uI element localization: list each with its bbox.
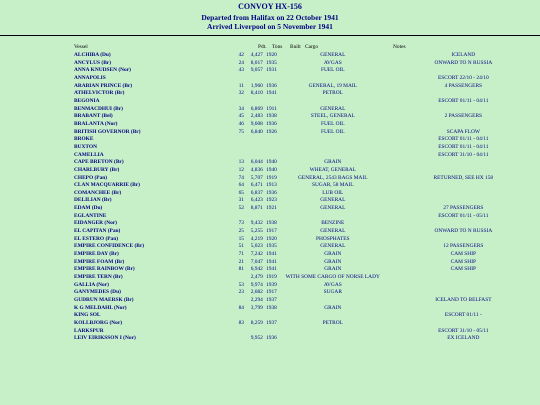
table-row bbox=[0, 297, 540, 305]
cell-notes: ESCORT 22/10 - 24/10 bbox=[438, 74, 489, 81]
cell-cargo: WITH SOME CARGO OF NORSE LADY bbox=[285, 274, 380, 281]
cell-cargo: AVGAS bbox=[323, 59, 342, 66]
cell-tons: 5,023 bbox=[250, 243, 263, 250]
cell-notes bbox=[387, 159, 540, 167]
col-header-tons: Tons bbox=[272, 44, 283, 50]
arrival-line: Arrived Liverpool on 5 November 1941 bbox=[207, 22, 333, 31]
cell-built: 1938 bbox=[266, 220, 277, 227]
table-row bbox=[0, 197, 540, 205]
cell-tons: 8,871 bbox=[250, 205, 263, 212]
cell-vessel: LARKSPUR bbox=[74, 327, 104, 334]
cell-built: 1917 bbox=[266, 228, 277, 235]
cell-tons: 1,960 bbox=[250, 82, 263, 89]
cell-tons: 6,044 bbox=[250, 159, 263, 166]
cell-pdt: 83 bbox=[238, 319, 244, 326]
cell-pdt: 12 bbox=[238, 166, 244, 173]
table-row bbox=[0, 90, 540, 98]
cell-notes bbox=[387, 67, 540, 75]
cell-notes: CAM SHIP bbox=[450, 266, 476, 273]
table-row bbox=[0, 144, 540, 152]
cell-notes: 2 PASSENGERS bbox=[444, 113, 483, 120]
table-row bbox=[0, 320, 540, 328]
cell-notes bbox=[387, 106, 540, 114]
cell-built: 1935 bbox=[266, 243, 277, 250]
cell-pdt: 46 bbox=[238, 120, 244, 127]
cell-pdt bbox=[231, 152, 244, 160]
cell-built: 1941 bbox=[266, 266, 277, 273]
cell-tons: 6,837 bbox=[250, 189, 263, 196]
cell-tons: 4,427 bbox=[250, 52, 263, 58]
table-row bbox=[0, 305, 540, 313]
cell-vessel: GUDRUN MAERSK (Br) bbox=[74, 297, 134, 303]
cell-vessel: EMPIRE DAY (Br) bbox=[74, 251, 119, 258]
cell-tons: 7,242 bbox=[250, 251, 263, 258]
cell-vessel: EGLANTINE bbox=[74, 212, 107, 219]
col-header-built: Built bbox=[290, 44, 301, 50]
cell-cargo: GENERAL, 19 MAIL bbox=[308, 82, 357, 89]
cell-cargo bbox=[279, 328, 387, 336]
cell-vessel: GALLIA (Nor) bbox=[74, 281, 109, 288]
cell-built: 1919 bbox=[266, 174, 277, 181]
cell-pdt bbox=[231, 213, 244, 221]
cell-cargo: GENERAL, 2543 BAGS MAIL bbox=[298, 174, 368, 181]
cell-pdt: 21 bbox=[238, 258, 244, 265]
cell-vessel: CHARLBURY (Br) bbox=[74, 166, 120, 173]
cell-notes: CAM SHIP bbox=[450, 258, 476, 265]
cell-cargo bbox=[279, 213, 387, 221]
cell-notes: ESCORT 01/11 - bbox=[444, 312, 482, 319]
cell-notes: 4 PASSENGERS bbox=[444, 82, 483, 89]
cell-vessel: KING SOL bbox=[74, 312, 101, 319]
table-row bbox=[0, 328, 540, 336]
cell-cargo: SUGAR, 58 MAIL bbox=[312, 182, 354, 189]
cell-built: 1936 bbox=[266, 82, 277, 89]
cell-cargo: FUEL OIL bbox=[320, 67, 345, 74]
cell-built: 1920 bbox=[266, 235, 277, 242]
cell-built bbox=[263, 152, 279, 160]
cell-notes bbox=[387, 274, 540, 282]
cell-vessel: K G MELDAHL (Nor) bbox=[74, 304, 127, 311]
cell-notes: ESCORT 31/10 - 05/11 bbox=[438, 327, 489, 334]
cell-vessel: EIDANGER (Nor) bbox=[74, 220, 117, 227]
table-row bbox=[0, 190, 540, 198]
cell-tons: 9,057 bbox=[250, 67, 263, 74]
cell-built: 1938 bbox=[266, 304, 277, 311]
cell-cargo bbox=[279, 152, 387, 160]
table-row bbox=[0, 113, 540, 121]
cell-pdt: 71 bbox=[238, 251, 244, 258]
cell-vessel: BUXTON bbox=[74, 143, 97, 150]
cell-built: 1937 bbox=[266, 319, 277, 326]
cell-pdt: 51 bbox=[238, 243, 244, 250]
cell-built: 1941 bbox=[266, 251, 277, 258]
table-row bbox=[0, 98, 540, 106]
table-row bbox=[0, 75, 540, 83]
cell-cargo: STEEL, GENERAL bbox=[310, 113, 355, 120]
cell-built bbox=[263, 213, 279, 221]
table-row bbox=[0, 282, 540, 290]
cell-pdt: 43 bbox=[238, 67, 244, 74]
cell-vessel: LEIV EIRIKSSON I (Nor) bbox=[74, 335, 136, 342]
cell-pdt bbox=[231, 328, 244, 336]
cell-tons: 3,799 bbox=[250, 304, 263, 311]
cell-notes: ESCORT 31/10 - 04/11 bbox=[438, 151, 489, 158]
table-row bbox=[0, 129, 540, 137]
cell-cargo: GRAIN bbox=[324, 304, 342, 311]
cell-pdt: 84 bbox=[238, 304, 244, 311]
cell-pdt bbox=[231, 335, 244, 343]
table-row bbox=[0, 175, 540, 183]
cell-notes: ESCORT 01/11 - 05/11 bbox=[438, 212, 489, 219]
cell-notes bbox=[387, 220, 540, 228]
table-row bbox=[0, 67, 540, 75]
cell-pdt: 15 bbox=[238, 235, 244, 242]
cell-pdt: 65 bbox=[238, 189, 244, 196]
cell-cargo bbox=[279, 75, 387, 83]
cell-cargo: FUEL OIL bbox=[320, 128, 345, 135]
cell-pdt: 73 bbox=[238, 220, 244, 227]
cell-vessel: BRALANTA (Nor) bbox=[74, 120, 118, 127]
cell-built: 1919 bbox=[266, 274, 277, 281]
table-row bbox=[0, 266, 540, 274]
cell-cargo bbox=[279, 136, 387, 144]
table-row bbox=[0, 182, 540, 190]
cell-built: 1917 bbox=[266, 289, 277, 296]
cell-pdt: 24 bbox=[238, 59, 244, 66]
cell-cargo: WHEAT, GENERAL bbox=[309, 166, 356, 173]
cell-cargo: GENERAL bbox=[320, 205, 346, 212]
cell-vessel: BEGONIA bbox=[74, 97, 100, 104]
cell-tons: 6,840 bbox=[250, 128, 263, 135]
cell-cargo: GENERAL bbox=[320, 228, 346, 235]
cell-tons bbox=[244, 98, 263, 106]
table-row bbox=[0, 312, 540, 320]
table-row bbox=[0, 121, 540, 129]
table-row bbox=[0, 220, 540, 228]
cell-cargo: GRAIN bbox=[324, 159, 342, 166]
cell-vessel: BROKE bbox=[74, 136, 94, 143]
cell-notes: 27 PASSENGERS bbox=[443, 205, 484, 212]
cell-notes: ICELAND TO BELFAST bbox=[435, 297, 492, 303]
cell-vessel: CHEPO (Pan) bbox=[74, 174, 108, 181]
cell-pdt: 53 bbox=[238, 281, 244, 288]
cell-tons: 2,294 bbox=[250, 297, 263, 303]
cell-pdt: 74 bbox=[238, 174, 244, 181]
cell-notes bbox=[387, 289, 540, 297]
cell-pdt bbox=[231, 274, 244, 282]
cell-vessel: ANNA KNUDSEN (Nor) bbox=[74, 67, 131, 74]
departure-line: Departed from Halifax on 22 October 1941 bbox=[201, 13, 339, 22]
cell-tons: 9,952 bbox=[250, 335, 263, 342]
cell-tons: 2,483 bbox=[250, 113, 263, 120]
cell-notes bbox=[387, 305, 540, 313]
cell-tons: 6,942 bbox=[250, 266, 263, 273]
cell-vessel: BENMACDHUI (Br) bbox=[74, 105, 123, 112]
cell-pdt: 34 bbox=[238, 105, 244, 112]
cell-built bbox=[263, 328, 279, 336]
cell-vessel: BRABANT (Bel) bbox=[74, 113, 113, 120]
cell-tons bbox=[244, 152, 263, 160]
table-row bbox=[0, 60, 540, 68]
cell-tons: 6,423 bbox=[250, 197, 263, 204]
cell-vessel: EL ESTERO (Pan) bbox=[74, 235, 119, 242]
table-row bbox=[0, 159, 540, 167]
cell-cargo: PETROL bbox=[322, 90, 343, 97]
cell-built: 1936 bbox=[266, 335, 277, 342]
cell-tons bbox=[244, 136, 263, 144]
cell-tons bbox=[244, 144, 263, 152]
cell-cargo: PETROL bbox=[322, 319, 343, 326]
cell-pdt: 45 bbox=[238, 113, 244, 120]
cell-notes: ICELAND bbox=[451, 52, 476, 58]
cell-built bbox=[263, 312, 279, 320]
cell-pdt: 75 bbox=[238, 128, 244, 135]
cell-cargo: AVGAS bbox=[323, 281, 342, 288]
cell-tons bbox=[244, 213, 263, 221]
cell-built: 1935 bbox=[266, 59, 277, 66]
table-row bbox=[0, 205, 540, 213]
cell-vessel: CAMELLIA bbox=[74, 151, 104, 158]
cell-vessel: EDAM (Du) bbox=[74, 205, 103, 212]
cell-built bbox=[263, 144, 279, 152]
table-row bbox=[0, 251, 540, 259]
col-header-vessel: Vessel bbox=[74, 44, 88, 50]
cell-pdt: 25 bbox=[238, 228, 244, 235]
cell-notes bbox=[387, 320, 540, 328]
cell-pdt: 42 bbox=[238, 52, 244, 58]
cell-cargo: LUB OIL bbox=[322, 189, 344, 196]
cell-cargo: FUEL OIL bbox=[320, 120, 345, 127]
cell-pdt: 64 bbox=[238, 182, 244, 189]
cell-cargo bbox=[279, 312, 387, 320]
cell-cargo: GRAIN bbox=[324, 251, 342, 258]
cell-tons: 7,047 bbox=[250, 258, 263, 265]
cell-vessel: ALCHIBA (Du) bbox=[74, 52, 111, 58]
cell-notes: SCAPA FLOW bbox=[446, 128, 480, 135]
cell-tons: 2,479 bbox=[250, 274, 263, 281]
cell-cargo: GENERAL bbox=[320, 243, 346, 250]
table-row bbox=[0, 228, 540, 236]
cell-cargo: GENERAL bbox=[320, 52, 346, 58]
cell-cargo: GENERAL bbox=[320, 105, 346, 112]
table-row bbox=[0, 52, 540, 60]
cell-cargo bbox=[279, 335, 387, 343]
cell-built bbox=[263, 75, 279, 83]
cell-vessel: BRITISH GOVERNOR (Br) bbox=[74, 128, 141, 135]
cell-cargo bbox=[279, 297, 387, 305]
cell-pdt: 52 bbox=[238, 205, 244, 212]
cell-tons: 6,869 bbox=[250, 105, 263, 112]
convoy-table bbox=[0, 52, 540, 343]
cell-built bbox=[263, 98, 279, 106]
cell-built: 1936 bbox=[266, 189, 277, 196]
cell-cargo bbox=[279, 144, 387, 152]
table-row bbox=[0, 167, 540, 175]
cell-built: 1921 bbox=[266, 205, 277, 212]
cell-vessel: ARABIAN PRINCE (Br) bbox=[74, 82, 133, 89]
cell-pdt: 23 bbox=[238, 289, 244, 296]
table-row bbox=[0, 213, 540, 221]
cell-vessel: EL CAPITAN (Pan) bbox=[74, 228, 121, 235]
cell-notes: ESCORT 01/11 - 04/11 bbox=[438, 143, 489, 150]
cell-tons: 5,707 bbox=[250, 174, 263, 181]
page-title: CONVOY HX-156 bbox=[238, 2, 302, 11]
cell-vessel: COMANCHEE (Br) bbox=[74, 189, 122, 196]
cell-built: 1940 bbox=[266, 166, 277, 173]
cell-notes: ESCORT 01/11 - 04/11 bbox=[438, 136, 489, 143]
cell-built: 1940 bbox=[266, 159, 277, 166]
cell-tons: 9,608 bbox=[250, 120, 263, 127]
cell-notes: ONWARD TO N RUSSIA bbox=[434, 59, 493, 66]
cell-vessel: ANCYLUS (Br) bbox=[74, 59, 111, 66]
cell-cargo: BENZINE bbox=[321, 220, 345, 227]
cell-notes bbox=[387, 182, 540, 190]
cell-pdt: 11 bbox=[238, 82, 244, 89]
cell-vessel: KOLLBJORG (Nor) bbox=[74, 319, 123, 326]
cell-pdt: 81 bbox=[238, 266, 244, 273]
header-divider bbox=[0, 35, 540, 36]
table-row bbox=[0, 335, 540, 343]
cell-notes bbox=[387, 167, 540, 175]
cell-built: 1920 bbox=[266, 52, 277, 58]
cell-pdt bbox=[231, 98, 244, 106]
cell-vessel: EMPIRE CONFIDENCE (Br) bbox=[74, 243, 145, 250]
cell-cargo: SUGAR bbox=[323, 289, 342, 296]
col-header-pdt: Pdt. bbox=[258, 44, 267, 50]
table-row bbox=[0, 83, 540, 91]
cell-notes: 12 PASSENGERS bbox=[443, 243, 484, 250]
cell-vessel: ATHELVICTOR (Br) bbox=[74, 90, 125, 97]
cell-tons: 6,471 bbox=[250, 182, 263, 189]
cell-notes bbox=[387, 197, 540, 205]
cell-built: 1931 bbox=[266, 67, 277, 74]
cell-built: 1941 bbox=[266, 90, 277, 97]
cell-tons: 9,974 bbox=[250, 281, 263, 288]
cell-notes: ESCORT 01/11 - 04/11 bbox=[438, 97, 489, 104]
cell-tons bbox=[244, 312, 263, 320]
cell-vessel: EMPIRE RAINBOW (Br) bbox=[74, 266, 135, 273]
cell-pdt: 32 bbox=[238, 90, 244, 97]
cell-notes bbox=[387, 121, 540, 129]
table-row bbox=[0, 259, 540, 267]
cell-tons bbox=[244, 328, 263, 336]
cell-built: 1911 bbox=[266, 105, 277, 112]
cell-built: 1939 bbox=[266, 281, 277, 288]
cell-built bbox=[263, 136, 279, 144]
table-row bbox=[0, 152, 540, 160]
col-header-cargo: Cargo bbox=[305, 44, 319, 50]
cell-vessel: EMPIRE TERN (Br) bbox=[74, 274, 123, 281]
cell-notes bbox=[387, 90, 540, 98]
cell-cargo bbox=[279, 98, 387, 106]
cell-built: 1938 bbox=[266, 113, 277, 120]
cell-built: 1937 bbox=[266, 297, 277, 303]
cell-pdt bbox=[231, 144, 244, 152]
cell-pdt bbox=[231, 75, 244, 83]
cell-tons: 8,017 bbox=[250, 59, 263, 66]
cell-notes: RETURNED, SEE HX 158 bbox=[433, 174, 494, 181]
cell-pdt: 31 bbox=[238, 197, 244, 204]
cell-cargo: GRAIN bbox=[324, 266, 342, 273]
cell-tons: 8,259 bbox=[250, 319, 263, 326]
cell-tons: 2,682 bbox=[250, 289, 263, 296]
cell-vessel: DELILIAN (Br) bbox=[74, 197, 112, 204]
cell-pdt bbox=[231, 136, 244, 144]
cell-pdt bbox=[231, 297, 244, 305]
cell-vessel: CAPE BRETON (Br) bbox=[74, 159, 124, 166]
cell-vessel: GANYMEDES (Du) bbox=[74, 289, 121, 296]
table-row bbox=[0, 136, 540, 144]
cell-built: 1936 bbox=[266, 120, 277, 127]
table-row bbox=[0, 274, 540, 282]
cell-tons: 4,836 bbox=[250, 166, 263, 173]
cell-cargo: PHOSPHATES bbox=[316, 235, 350, 242]
col-header-notes: Notes bbox=[393, 44, 406, 50]
cell-built: 1926 bbox=[266, 128, 277, 135]
cell-notes bbox=[387, 190, 540, 198]
cell-tons: 5,255 bbox=[250, 228, 263, 235]
cell-pdt bbox=[231, 312, 244, 320]
table-row bbox=[0, 243, 540, 251]
table-row bbox=[0, 236, 540, 244]
cell-notes: ONWARD TO N RUSSIA bbox=[434, 228, 493, 235]
cell-notes: CAM SHIP bbox=[450, 251, 476, 258]
cell-cargo: GENERAL bbox=[320, 197, 346, 204]
cell-notes bbox=[387, 236, 540, 244]
cell-vessel: ANNAPOLIS bbox=[74, 74, 106, 81]
table-row bbox=[0, 106, 540, 114]
cell-built: 1941 bbox=[266, 258, 277, 265]
cell-built: 1913 bbox=[266, 182, 277, 189]
cell-pdt: 13 bbox=[238, 159, 244, 166]
cell-tons: 4,219 bbox=[250, 235, 263, 242]
cell-built: 1923 bbox=[266, 197, 277, 204]
cell-tons: 8,410 bbox=[250, 90, 263, 97]
cell-vessel: EMPIRE FOAM (Br) bbox=[74, 258, 125, 265]
cell-vessel: CLAN MACQUARRIE (Br) bbox=[74, 182, 140, 189]
cell-tons bbox=[244, 75, 263, 83]
table-row bbox=[0, 289, 540, 297]
cell-cargo: GRAIN bbox=[324, 258, 342, 265]
cell-notes bbox=[387, 282, 540, 290]
cell-tons: 9,432 bbox=[250, 220, 263, 227]
cell-notes: EX ICELAND bbox=[447, 335, 480, 342]
